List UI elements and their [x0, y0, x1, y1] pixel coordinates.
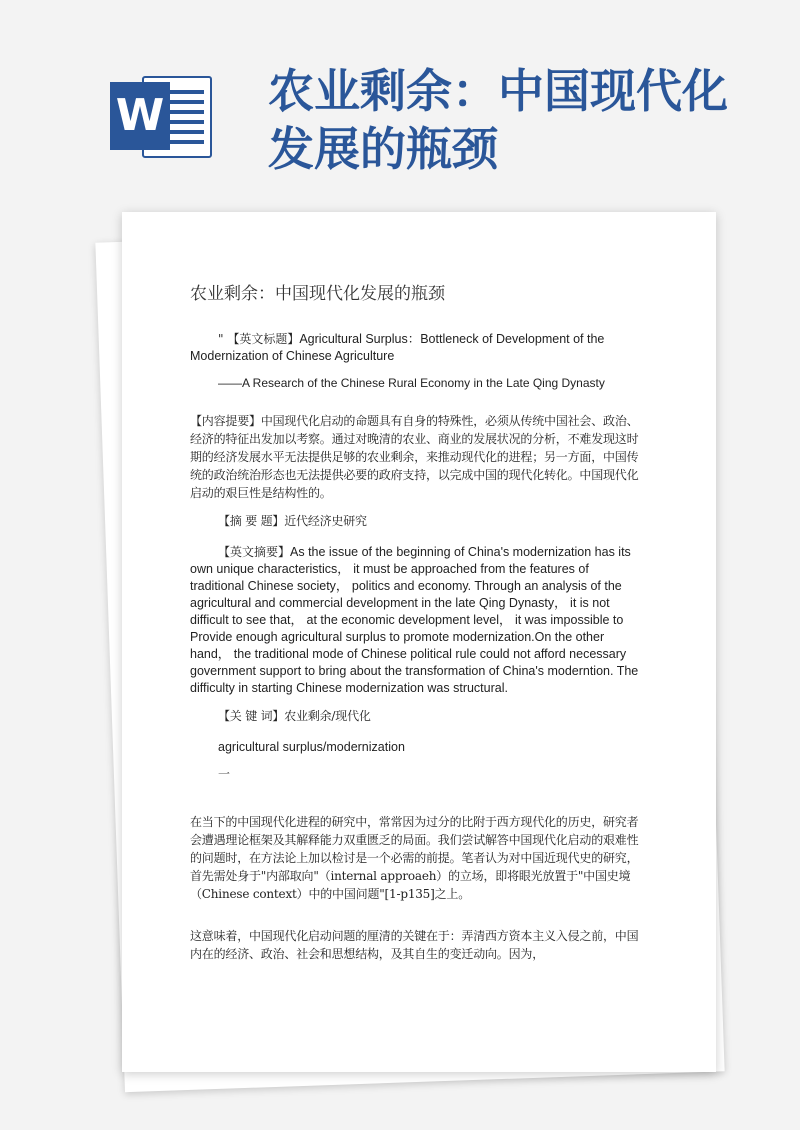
subject-text: 近代经济史研究: [284, 514, 367, 528]
subject-label: 【摘 要 题】: [218, 514, 285, 528]
abstract-zh: [190, 412, 640, 502]
keywords-en: agricultural surplus/modernization: [218, 740, 405, 754]
document-title: 农业剩余：中国现代化发展的瓶颈: [190, 284, 445, 304]
section-number: 一: [218, 767, 231, 781]
english-title-line-2: Modernization of Chinese Agriculture: [190, 349, 395, 363]
banner-title: [268, 62, 768, 178]
english-title-label: " 【英文标题】: [218, 332, 300, 346]
english-title-line-1: Agricultural Surplus：Bottleneck of Development of the: [299, 332, 605, 346]
abstract-zh-text: 中国现代化启动的命题具有自身的特殊性，必须从传统中国社会、政治、经济的特征出发加以考察。通过对晚清的农业、商业的发展状况的分析，不难发现这时期的经济发展水平无法提供足够的农业剩余，来推动现代化的进程；另一方面，中国传统的政治统治形态也无法提供必要的政府支持，以完成中国的现代化转化。中国现代化启动的艰巨性是结构性的。: [190, 414, 639, 500]
subject-line: [190, 512, 640, 530]
document-content: [190, 282, 640, 973]
word-app-icon: [110, 70, 215, 160]
keywords-label: 【关 键 词】: [218, 709, 285, 723]
word-icon-letter: W: [110, 82, 170, 150]
keywords-zh: 农业剩余/现代化: [284, 709, 371, 723]
abstract-en: [190, 544, 640, 697]
banner-title-line-2: 发展的瓶颈: [268, 122, 498, 176]
body-paragraph-1: 在当下的中国现代化进程的研究中，常常因为过分的比附于西方现代化的历史，研究者会遭遇理论框架及其解释能力双重匮乏的局面。我们尝试解答中国现代化启动的艰难性的问题时，在方法论上加以检讨是一个必需的前提。笔者认为对中国近现代史的研究，首先需处身于"内部取向"（internal approaeh）的立场，即将眼光放置于"中国史境（Chinese context）中的中国问题"[1-p135]之上。: [190, 815, 639, 901]
keywords-line: [190, 707, 640, 725]
abstract-zh-label: 【内容提要】: [190, 414, 261, 428]
body-paragraph-2: 这意味着，中国现代化启动问题的厘清的关键在于：弄清西方资本主义入侵之前，中国内在的经济、政治、社会和思想结构，及其自生的变迁动向。因为，: [190, 929, 639, 961]
banner-title-line-1: 农业剩余：中国现代化: [268, 64, 728, 118]
english-subtitle: ——A Research of the Chinese Rural Economy in the Late Qing Dynasty: [218, 376, 605, 390]
abstract-en-text: As the issue of the beginning of China's modernization has its own unique characteristics， it must be approached from the features of traditional Chinese society， politics and economy. Through an analysis of the agricultural and commercial development in the late Qing Dynasty， it is not difficult to see that， at the economic development level， it was impossible to Provide enough agricultural surplus to promote modernization.On the other hand， the traditional mode of Chinese political rule could not afford necessary government support to bring about the transformation of China's moderntion. The difficulty in starting Chinese modernization was structural.: [190, 545, 639, 695]
english-title-block: [190, 330, 640, 348]
abstract-en-label: 【英文摘要】: [218, 545, 291, 559]
